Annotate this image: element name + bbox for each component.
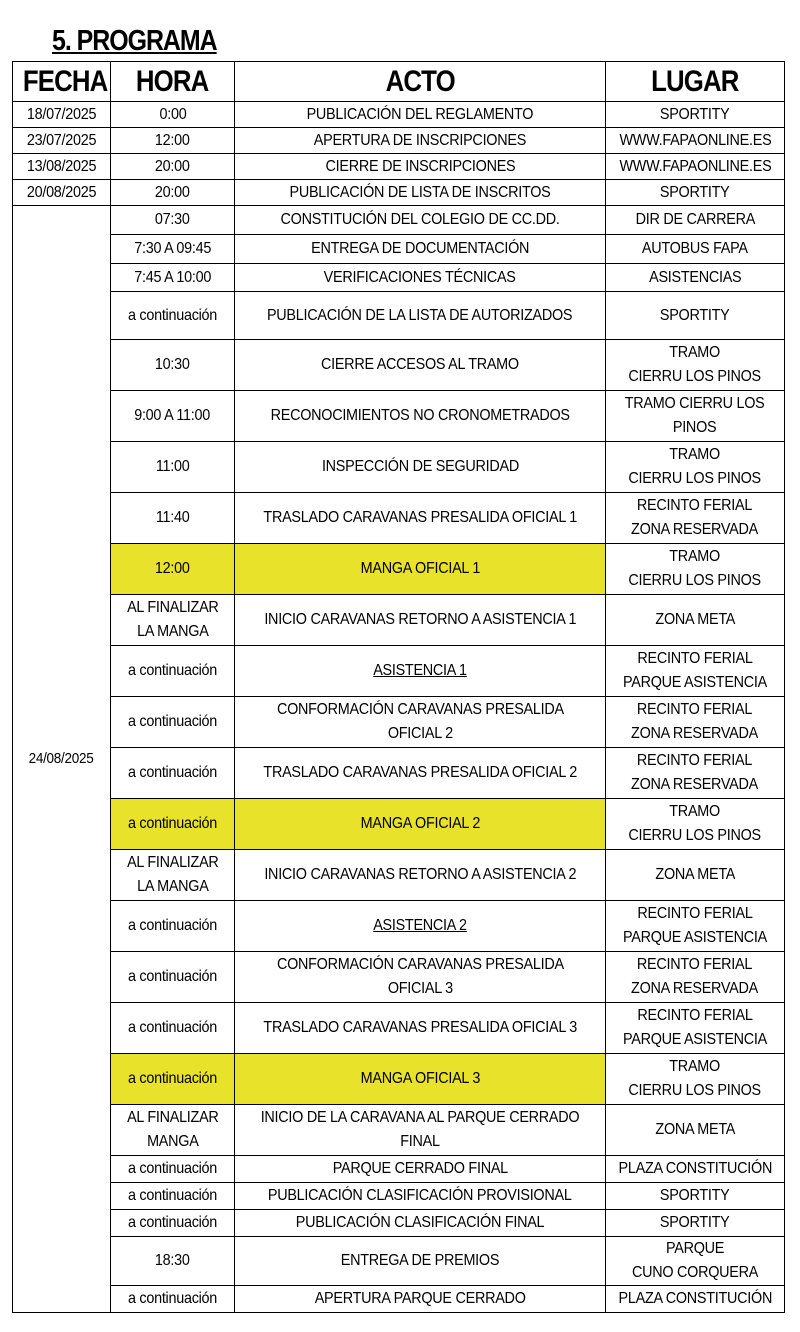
cell-lugar: SPORTITY xyxy=(606,1210,785,1237)
cell-lugar: PARQUE CUNO CORQUERA xyxy=(606,1237,785,1286)
table-row xyxy=(13,1156,785,1183)
cell-hora: AL FINALIZAR LA MANGA xyxy=(111,850,235,901)
cell-hora: a continuación xyxy=(111,748,235,799)
cell-lugar: RECINTO FERIAL ZONA RESERVADA xyxy=(606,952,785,1003)
cell-hora: 18:30 xyxy=(111,1237,235,1286)
table-row xyxy=(13,180,785,206)
table-row xyxy=(13,1237,785,1286)
cell-acto: APERTURA PARQUE CERRADO xyxy=(235,1286,606,1313)
cell-acto: PUBLICACIÓN DE LISTA DE INSCRITOS xyxy=(235,180,606,206)
cell-lugar: TRAMO CIERRU LOS PINOS xyxy=(606,799,785,850)
cell-lugar: AUTOBUS FAPA xyxy=(606,235,785,264)
program-table xyxy=(12,61,785,1313)
cell-acto: VERIFICACIONES TÉCNICAS xyxy=(235,264,606,292)
cell-hora: a continuación xyxy=(111,1210,235,1237)
cell-lugar: RECINTO FERIAL ZONA RESERVADA xyxy=(606,748,785,799)
cell-acto: ASISTENCIA 1 xyxy=(235,646,606,697)
cell-acto: CONFORMACIÓN CARAVANAS PRESALIDA OFICIAL 3 xyxy=(235,952,606,1003)
table-row xyxy=(13,952,785,1003)
cell-acto: TRASLADO CARAVANAS PRESALIDA OFICIAL 2 xyxy=(235,748,606,799)
cell-lugar: PLAZA CONSTITUCIÓN xyxy=(606,1156,785,1183)
table-row xyxy=(13,493,785,544)
cell-acto: PUBLICACIÓN CLASIFICACIÓN FINAL xyxy=(235,1210,606,1237)
cell-hora: a continuación xyxy=(111,1003,235,1054)
cell-acto: PUBLICACIÓN DEL REGLAMENTO xyxy=(235,102,606,128)
cell-lugar: ZONA META xyxy=(606,1105,785,1156)
cell-lugar: ZONA META xyxy=(606,850,785,901)
cell-acto: INICIO CARAVANAS RETORNO A ASISTENCIA 1 xyxy=(235,595,606,646)
table-row xyxy=(13,391,785,442)
cell-acto: CONFORMACIÓN CARAVANAS PRESALIDA OFICIAL 2 xyxy=(235,697,606,748)
cell-acto: CONSTITUCIÓN DEL COLEGIO DE CC.DD. xyxy=(235,206,606,235)
cell-acto: PARQUE CERRADO FINAL xyxy=(235,1156,606,1183)
cell-lugar: SPORTITY xyxy=(606,180,785,206)
cell-lugar: RECINTO FERIAL PARQUE ASISTENCIA xyxy=(606,646,785,697)
cell-acto: RECONOCIMIENTOS NO CRONOMETRADOS xyxy=(235,391,606,442)
cell-fecha: 20/08/2025 xyxy=(13,180,111,206)
cell-acto: CIERRE ACCESOS AL TRAMO xyxy=(235,340,606,391)
table-row xyxy=(13,235,785,264)
cell-lugar: SPORTITY xyxy=(606,292,785,340)
cell-acto: PUBLICACIÓN DE LA LISTA DE AUTORIZADOS xyxy=(235,292,606,340)
cell-lugar: DIR DE CARRERA xyxy=(606,206,785,235)
cell-hora: 9:00 A 11:00 xyxy=(111,391,235,442)
cell-acto: APERTURA DE INSCRIPCIONES xyxy=(235,128,606,154)
cell-acto: PUBLICACIÓN CLASIFICACIÓN PROVISIONAL xyxy=(235,1183,606,1210)
table-row xyxy=(13,1003,785,1054)
cell-hora: a continuación xyxy=(111,646,235,697)
cell-acto: CIERRE DE INSCRIPCIONES xyxy=(235,154,606,180)
cell-hora: 12:00 xyxy=(111,544,235,595)
header-lugar: LUGAR xyxy=(606,62,785,102)
table-row xyxy=(13,1054,785,1105)
cell-fecha: 24/08/2025 xyxy=(13,206,111,1313)
cell-hora: a continuación xyxy=(111,1054,235,1105)
cell-hora: 10:30 xyxy=(111,340,235,391)
cell-lugar: WWW.FAPAONLINE.ES xyxy=(606,154,785,180)
cell-lugar: WWW.FAPAONLINE.ES xyxy=(606,128,785,154)
cell-hora: 11:40 xyxy=(111,493,235,544)
cell-lugar: TRAMO CIERRU LOS PINOS xyxy=(606,544,785,595)
cell-hora: 20:00 xyxy=(111,154,235,180)
cell-hora: a continuación xyxy=(111,697,235,748)
cell-acto: ASISTENCIA 2 xyxy=(235,901,606,952)
table-row xyxy=(13,1105,785,1156)
cell-hora: a continuación xyxy=(111,952,235,1003)
cell-acto: TRASLADO CARAVANAS PRESALIDA OFICIAL 1 xyxy=(235,493,606,544)
cell-acto: INSPECCIÓN DE SEGURIDAD xyxy=(235,442,606,493)
cell-hora: a continuación xyxy=(111,1156,235,1183)
cell-fecha: 13/08/2025 xyxy=(13,154,111,180)
cell-hora: 12:00 xyxy=(111,128,235,154)
table-row xyxy=(13,1183,785,1210)
table-row xyxy=(13,264,785,292)
program-body xyxy=(13,102,785,1313)
table-row xyxy=(13,901,785,952)
cell-lugar: RECINTO FERIAL ZONA RESERVADA xyxy=(606,493,785,544)
cell-acto: ENTREGA DE PREMIOS xyxy=(235,1237,606,1286)
cell-acto: MANGA OFICIAL 1 xyxy=(235,544,606,595)
cell-hora: 20:00 xyxy=(111,180,235,206)
cell-hora: 11:00 xyxy=(111,442,235,493)
cell-hora: 07:30 xyxy=(111,206,235,235)
cell-hora: a continuación xyxy=(111,1286,235,1313)
table-header-row xyxy=(13,62,785,102)
table-row xyxy=(13,1210,785,1237)
table-row xyxy=(13,128,785,154)
table-row xyxy=(13,595,785,646)
cell-acto: ENTREGA DE DOCUMENTACIÓN xyxy=(235,235,606,264)
header-fecha: FECHA xyxy=(13,62,111,102)
cell-lugar: SPORTITY xyxy=(606,1183,785,1210)
table-row xyxy=(13,1286,785,1313)
cell-lugar: TRAMO CIERRU LOS PINOS xyxy=(606,442,785,493)
cell-acto: TRASLADO CARAVANAS PRESALIDA OFICIAL 3 xyxy=(235,1003,606,1054)
cell-hora: 7:45 A 10:00 xyxy=(111,264,235,292)
cell-hora: a continuación xyxy=(111,1183,235,1210)
cell-lugar: TRAMO CIERRU LOS PINOS xyxy=(606,340,785,391)
cell-hora: 0:00 xyxy=(111,102,235,128)
table-row xyxy=(13,206,785,235)
cell-hora: a continuación xyxy=(111,799,235,850)
cell-lugar: RECINTO FERIAL PARQUE ASISTENCIA xyxy=(606,1003,785,1054)
cell-hora: 7:30 A 09:45 xyxy=(111,235,235,264)
cell-lugar: TRAMO CIERRU LOS PINOS xyxy=(606,1054,785,1105)
table-row xyxy=(13,442,785,493)
table-row xyxy=(13,748,785,799)
table-row xyxy=(13,799,785,850)
cell-acto: MANGA OFICIAL 2 xyxy=(235,799,606,850)
table-row xyxy=(13,102,785,128)
table-row xyxy=(13,340,785,391)
cell-lugar: SPORTITY xyxy=(606,102,785,128)
table-row xyxy=(13,292,785,340)
cell-hora: a continuación xyxy=(111,292,235,340)
table-row xyxy=(13,697,785,748)
header-acto: ACTO xyxy=(235,62,606,102)
table-row xyxy=(13,154,785,180)
cell-lugar: ASISTENCIAS xyxy=(606,264,785,292)
cell-hora: AL FINALIZAR LA MANGA xyxy=(111,595,235,646)
page-title: 5. PROGRAMA xyxy=(52,25,217,57)
cell-acto: INICIO DE LA CARAVANA AL PARQUE CERRADO FINAL xyxy=(235,1105,606,1156)
header-hora: HORA xyxy=(111,62,235,102)
cell-fecha: 18/07/2025 xyxy=(13,102,111,128)
cell-acto: INICIO CARAVANAS RETORNO A ASISTENCIA 2 xyxy=(235,850,606,901)
table-row xyxy=(13,850,785,901)
cell-acto: MANGA OFICIAL 3 xyxy=(235,1054,606,1105)
cell-lugar: RECINTO FERIAL ZONA RESERVADA xyxy=(606,697,785,748)
cell-hora: AL FINALIZAR MANGA xyxy=(111,1105,235,1156)
table-row xyxy=(13,646,785,697)
cell-lugar: TRAMO CIERRU LOS PINOS xyxy=(606,391,785,442)
cell-lugar: PLAZA CONSTITUCIÓN xyxy=(606,1286,785,1313)
table-row xyxy=(13,544,785,595)
cell-lugar: RECINTO FERIAL PARQUE ASISTENCIA xyxy=(606,901,785,952)
cell-lugar: ZONA META xyxy=(606,595,785,646)
cell-fecha: 23/07/2025 xyxy=(13,128,111,154)
cell-hora: a continuación xyxy=(111,901,235,952)
